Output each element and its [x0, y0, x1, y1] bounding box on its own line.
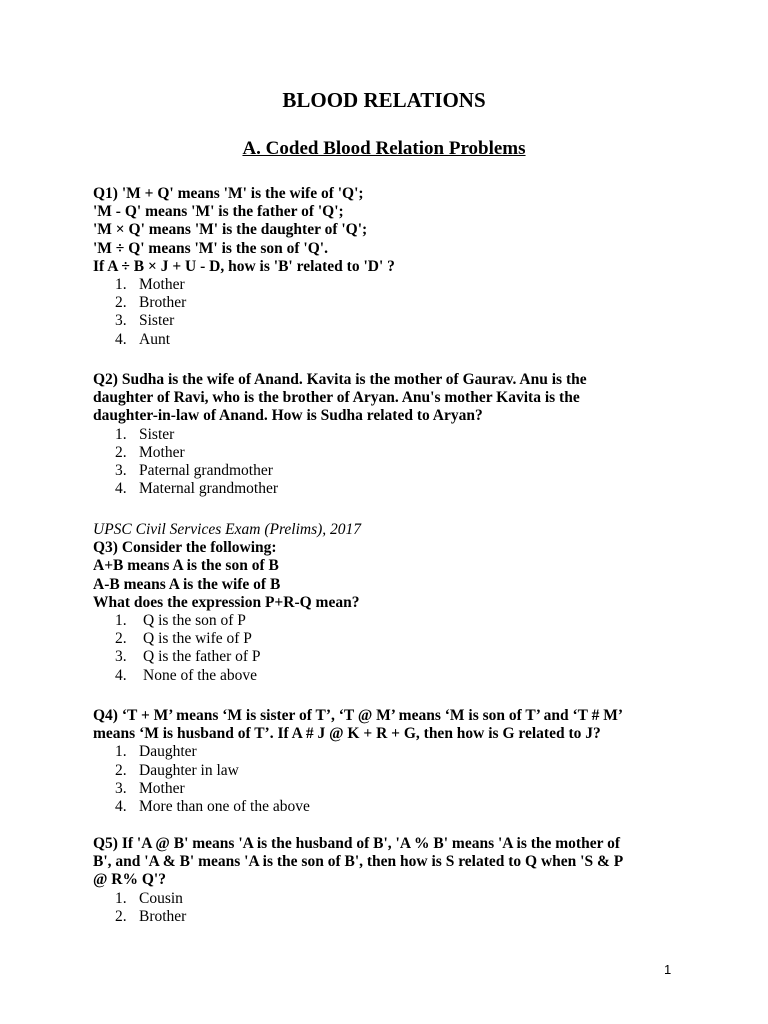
option-number: 2.: [115, 907, 127, 925]
option: [93, 294, 683, 312]
question-5: [93, 835, 683, 926]
option-text: Aunt: [139, 330, 170, 348]
question-1: [93, 185, 683, 349]
question-3-options: [93, 612, 683, 685]
question-2-line: Q2) Sudha is the wife of Anand. Kavita is the mother of Gaurav. Anu is the: [93, 371, 587, 388]
question-5-options: [93, 890, 683, 926]
option-text: Paternal grandmother: [139, 462, 273, 480]
option-text: Q is the father of P: [143, 648, 261, 666]
question-1-line: 'M ÷ Q' means 'M' is the son of 'Q'.: [93, 239, 328, 257]
option-number: 4.: [115, 798, 127, 816]
question-5-line: Q5) If 'A @ B' means 'A is the husband of B', 'A % B' means 'A is the mother of: [93, 835, 620, 852]
option-number: 3.: [115, 648, 127, 666]
option-text: Q is the wife of P: [143, 630, 252, 648]
option-text: Maternal grandmother: [139, 480, 279, 498]
option: [93, 331, 683, 349]
question-2-line: daughter-in-law of Anand. How is Sudha related to Aryan?: [93, 407, 483, 425]
question-2-options: [93, 426, 683, 499]
option: [93, 743, 683, 761]
question-1-line: 'M × Q' means 'M' is the daughter of 'Q';: [93, 221, 368, 239]
question-source: UPSC Civil Services Exam (Prelims), 2017: [93, 521, 362, 538]
option-number: 1.: [115, 743, 127, 761]
question-1-line: 'M - Q' means 'M' is the father of 'Q';: [93, 203, 344, 221]
question-4-line: means ‘M is husband of T’. If A # J @ K + R + G, then how is G related to J?: [93, 725, 601, 743]
section-title: A. Coded Blood Relation Problems: [242, 138, 526, 159]
option-text: Brother: [139, 294, 187, 312]
option-number: 4.: [115, 330, 127, 348]
option-text: Daughter: [139, 743, 197, 761]
option: [93, 630, 683, 648]
option-text: Mother: [139, 443, 185, 461]
option-text: None of the above: [143, 666, 258, 684]
option: [93, 480, 683, 498]
option: [93, 312, 683, 330]
page-title: BLOOD RELATIONS: [282, 88, 486, 112]
option: [93, 648, 683, 666]
question-3: [93, 521, 683, 685]
option: [93, 444, 683, 462]
option-number: 1.: [115, 612, 127, 630]
option: [93, 426, 683, 444]
question-3-line: A+B means A is the son of B: [93, 557, 279, 575]
question-2-line: daughter of Ravi, who is the brother of Aryan. Anu's mother Kavita is the: [93, 389, 580, 407]
question-4: [93, 707, 683, 816]
option-text: Sister: [139, 425, 175, 443]
question-4-options: [93, 743, 683, 816]
option-number: 3.: [115, 779, 127, 797]
option-number: 3.: [115, 462, 127, 480]
option-text: Q is the son of P: [143, 612, 246, 630]
option: [93, 667, 683, 685]
question-3-line: A-B means A is the wife of B: [93, 575, 281, 593]
option: [93, 276, 683, 294]
option-text: Brother: [139, 907, 187, 925]
question-4-line: Q4) ‘T + M’ means ‘M is sister of T’, ‘T @ M’ means ‘M is son of T’ and ‘T # M’: [93, 707, 623, 724]
question-5-line: B', and 'A & B' means 'A is the son of B', then how is S related to Q when 'S & P: [93, 853, 624, 871]
question-3-line: What does the expression P+R-Q mean?: [93, 593, 360, 611]
option: [93, 762, 683, 780]
option: [93, 780, 683, 798]
option-number: 2.: [115, 294, 127, 312]
option-text: More than one of the above: [139, 798, 310, 816]
question-5-line: @ R% Q'?: [93, 871, 166, 889]
option-number: 4.: [115, 666, 127, 684]
option-text: Mother: [139, 779, 185, 797]
option-text: Daughter in law: [139, 761, 239, 779]
option-text: Mother: [139, 276, 185, 294]
option-number: 1.: [115, 276, 127, 294]
option-number: 2.: [115, 761, 127, 779]
option: [93, 462, 683, 480]
option: [93, 798, 683, 816]
question-2: [93, 371, 683, 498]
option-number: 1.: [115, 889, 127, 907]
option-number: 4.: [115, 480, 127, 498]
option-number: 2.: [115, 443, 127, 461]
option: [93, 612, 683, 630]
page-number: 1: [664, 962, 672, 977]
option-text: Cousin: [139, 889, 183, 907]
question-3-line: Q3) Consider the following:: [93, 539, 277, 557]
option-number: 2.: [115, 630, 127, 648]
option-number: 3.: [115, 312, 127, 330]
option: [93, 890, 683, 908]
question-1-options: [93, 276, 683, 349]
question-1-line: Q1) 'M + Q' means 'M' is the wife of 'Q';: [93, 185, 364, 202]
option: [93, 908, 683, 926]
option-number: 1.: [115, 425, 127, 443]
option-text: Sister: [139, 312, 175, 330]
question-1-line: If A ÷ B × J + U - D, how is 'B' related to 'D' ?: [93, 257, 395, 275]
